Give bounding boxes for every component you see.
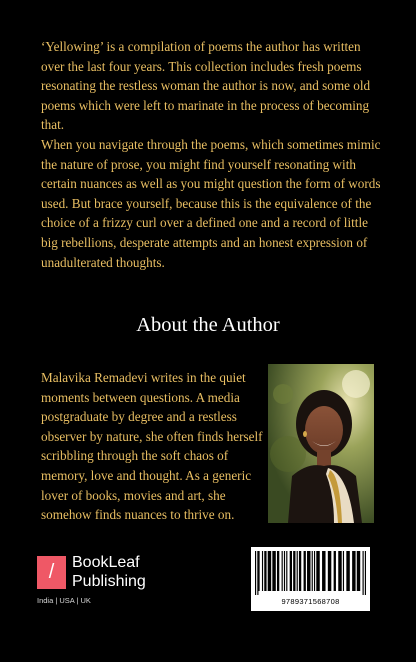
publisher-name xyxy=(72,553,172,591)
barcode-bar xyxy=(282,551,283,591)
barcode-bar xyxy=(258,551,259,591)
about-author-heading: About the Author xyxy=(136,314,280,336)
isbn-barcode xyxy=(251,547,370,611)
barcode-bar xyxy=(357,551,360,591)
barcode-bar xyxy=(346,551,349,591)
author-photo xyxy=(268,364,374,523)
blurb-paragraph-1: ‘Yellowing’ is a compilation of poems the author has written over the last four years. This collection includes fresh poems resonating the restless woman the author is now, and some old poems which were left to marinate in the process of becoming that. xyxy=(41,39,371,133)
author-portrait-image xyxy=(268,364,374,523)
publisher-name-line-2: Publishing xyxy=(72,573,146,590)
barcode-bar xyxy=(293,551,295,591)
back-cover-blurb xyxy=(41,37,385,272)
barcode-guard-bar xyxy=(255,551,256,595)
barcode-bar xyxy=(264,551,266,591)
author-bio: Malavika Remadevi writes in the quiet moments between questions. A media postgraduate by degree and a restless observer by nature, she often finds herself scribbling through the soft chaos of memory, love and thought. As a generic lover of books, movies and art, she somehow finds nuances to thrive on. xyxy=(41,370,263,523)
barcode-bars-icon xyxy=(255,551,366,595)
blurb-paragraph-2: When you navigate through the poems, which sometimes mimic the nature of prose, you might find yourself resonating with certain nuances as well as you might question the form of words used. But brace yourself, because this is the equivalence of the choice of a frizzy curl over a defined one and a record of little big rebellions, desperate attempts and an honest expression of unadulterated thoughts. xyxy=(41,136,381,270)
barcode-bar xyxy=(322,551,325,591)
barcode-bar xyxy=(297,551,298,591)
barcode-bar xyxy=(277,551,279,591)
barcode-guard-bar xyxy=(365,551,366,595)
barcode-bar xyxy=(328,551,331,591)
barcode-bar xyxy=(284,551,285,591)
barcode-bar xyxy=(304,551,306,591)
barcode-bar xyxy=(290,551,292,591)
barcode-bar xyxy=(352,551,355,591)
barcode-bar xyxy=(262,551,263,591)
barcode-bar xyxy=(316,551,319,591)
logo-slash-glyph: / xyxy=(48,561,55,583)
barcode-bar xyxy=(312,551,313,591)
publisher-block xyxy=(37,556,167,616)
barcode-bar xyxy=(268,551,271,591)
barcode-guard-bar xyxy=(363,551,364,595)
barcode-bar xyxy=(272,551,275,591)
publisher-name-line-1: BookLeaf xyxy=(72,554,140,571)
isbn-number: 9789371568708 xyxy=(281,597,340,606)
barcode-bar xyxy=(343,551,344,591)
barcode-bar xyxy=(338,551,341,591)
barcode-guard-bar xyxy=(257,551,258,595)
barcode-bar xyxy=(334,551,336,591)
bookleaf-logo-icon xyxy=(37,556,66,589)
publisher-regions: India | USA | UK xyxy=(37,596,91,605)
barcode-bar xyxy=(314,551,315,591)
barcode-bar xyxy=(299,551,301,591)
barcode-bar xyxy=(307,551,310,591)
barcode-bar xyxy=(286,551,287,591)
